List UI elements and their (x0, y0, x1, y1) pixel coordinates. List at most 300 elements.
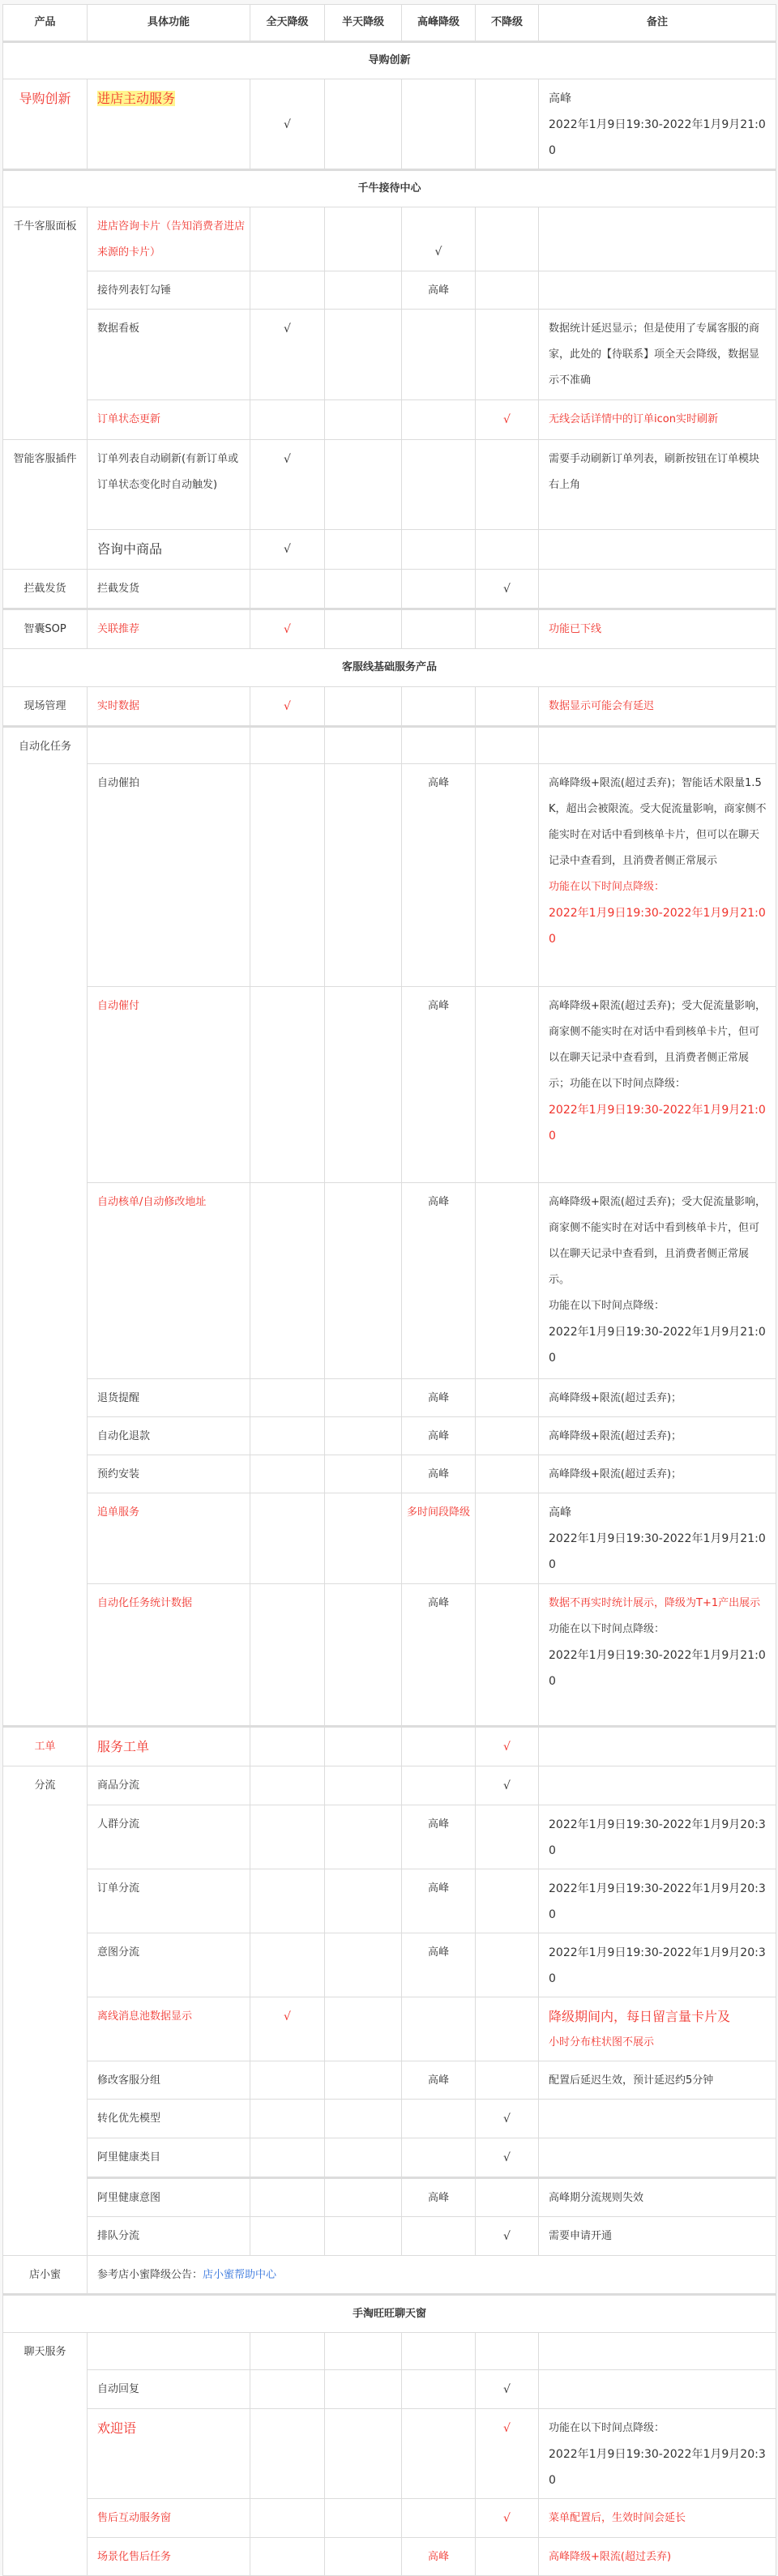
note-cell: 高峰降级+限流(超过丢弃)； (539, 1379, 776, 1417)
half-day-cell (325, 2409, 402, 2499)
peak-cell (402, 2138, 476, 2178)
peak-cell: 高峰 (402, 1455, 476, 1493)
check-icon: √ (434, 246, 442, 258)
note-line: 高峰降级+限流(超过丢弃)；受大促流量影响，商家侧不能实时在对话中看到核单卡片，但可以在聊天记录中查看到，且消费者侧正常展示；功能在以下时间点降级： (549, 1000, 767, 1090)
table-row (3, 2409, 776, 2499)
note-cell (539, 764, 776, 987)
peak-cell (402, 79, 476, 170)
peak-cell: 高峰 (402, 1379, 476, 1417)
peak-cell: 高峰 (402, 271, 476, 310)
table-row (3, 1417, 776, 1455)
function-cell: 排队分流 (88, 2217, 250, 2256)
no-degrade-cell (476, 2178, 539, 2217)
function-cell: 实时数据 (88, 687, 250, 727)
section-row (3, 649, 776, 687)
section-title: 导购创新 (3, 42, 776, 79)
note-cell (539, 1493, 776, 1584)
note-line: 数据不再实时统计展示，降级为T+1产出展示 (549, 1597, 761, 1609)
check-icon: √ (503, 1779, 511, 1792)
full-day-cell (250, 764, 325, 987)
announcement-text: 参考店小蜜降级公告： (97, 2269, 203, 2281)
check-icon: √ (284, 117, 291, 131)
function-cell: 转化优先模型 (88, 2100, 250, 2138)
section-row (3, 2295, 776, 2333)
table-row (3, 1727, 776, 1766)
half-day-cell (325, 570, 402, 609)
half-day-cell (325, 310, 402, 400)
full-day-cell (250, 1455, 325, 1493)
check-icon: √ (284, 543, 291, 556)
full-day-cell (250, 987, 325, 1183)
half-day-cell (325, 764, 402, 987)
table-row (3, 79, 776, 170)
header-product: 产品 (3, 5, 88, 42)
full-day-cell (250, 530, 325, 570)
half-day-cell (325, 2217, 402, 2256)
note-cell (539, 1766, 776, 1805)
table-row (3, 2061, 776, 2100)
half-day-cell (325, 1997, 402, 2061)
note-cell: 需要手动刷新订单列表，刷新按钮在订单模块右上角 (539, 440, 776, 530)
peak-cell (402, 400, 476, 440)
note-cell: 功能已下线 (539, 609, 776, 649)
function-cell: 自动催付 (88, 987, 250, 1183)
note-line: 功能在以下时间点降级： (549, 2422, 665, 2434)
half-day-cell (325, 1933, 402, 1997)
peak-cell (402, 2333, 476, 2370)
check-icon: √ (284, 453, 291, 466)
check-icon: √ (503, 2151, 511, 2164)
peak-cell: 高峰 (402, 2061, 476, 2100)
half-day-cell (325, 1766, 402, 1805)
header-full-day: 全天降级 (250, 5, 325, 42)
note-cell (539, 2409, 776, 2499)
function-cell (88, 2333, 250, 2370)
full-day-cell (250, 1933, 325, 1997)
table-row (3, 1379, 776, 1417)
peak-cell (402, 2409, 476, 2499)
product-cell: 自动化任务 (3, 727, 88, 1727)
half-day-cell (325, 207, 402, 271)
table-row (3, 687, 776, 727)
peak-cell: 高峰 (402, 2178, 476, 2217)
table-row (3, 1584, 776, 1727)
peak-cell (402, 570, 476, 609)
peak-cell: 高峰 (402, 1933, 476, 1997)
note-line: 功能在以下时间点降级： (549, 1300, 665, 1312)
half-day-cell (325, 1584, 402, 1727)
no-degrade-cell (476, 1183, 539, 1379)
function-cell: 自动化退款 (88, 1417, 250, 1455)
table-row (3, 2100, 776, 2138)
full-day-cell (250, 1869, 325, 1933)
half-day-cell (325, 2138, 402, 2178)
peak-cell (402, 207, 476, 271)
no-degrade-cell (476, 1997, 539, 2061)
table-row (3, 727, 776, 764)
product-cell: 智囊SOP (3, 609, 88, 649)
table-row (3, 2538, 776, 2576)
no-degrade-cell (476, 1766, 539, 1805)
full-day-cell (250, 2538, 325, 2576)
full-day-cell (250, 570, 325, 609)
note-cell: 数据显示可能会有延迟 (539, 687, 776, 727)
table-row (3, 400, 776, 440)
product-cell: 拦截发货 (3, 570, 88, 609)
full-day-cell (250, 1183, 325, 1379)
half-day-cell (325, 2333, 402, 2370)
note-cell (539, 79, 776, 170)
header-no-degrade: 不降级 (476, 5, 539, 42)
peak-cell: 高峰 (402, 1869, 476, 1933)
check-icon: √ (503, 1741, 511, 1754)
note-cell: 无线会话详情中的订单icon实时刷新 (539, 400, 776, 440)
function-cell: 意图分流 (88, 1933, 250, 1997)
full-day-cell (250, 1417, 325, 1455)
half-day-cell (325, 271, 402, 310)
no-degrade-cell (476, 1584, 539, 1727)
function-cell (88, 2256, 776, 2295)
note-cell: 2022年1月9日19:30-2022年1月9月20:30 (539, 1805, 776, 1869)
function-cell: 修改客服分组 (88, 2061, 250, 2100)
table-row (3, 764, 776, 987)
peak-cell: 高峰 (402, 1417, 476, 1455)
no-degrade-cell (476, 440, 539, 530)
function-cell: 订单列表自动刷新(有新订单或订单状态变化时自动触发) (88, 440, 250, 530)
peak-cell: 高峰 (402, 987, 476, 1183)
table-row (3, 2499, 776, 2538)
table-row (3, 2256, 776, 2295)
table-row (3, 1183, 776, 1379)
full-day-cell (250, 1493, 325, 1584)
note-cell: 2022年1月9日19:30-2022年1月9月20:30 (539, 1869, 776, 1933)
header-peak: 高峰降级 (402, 5, 476, 42)
half-day-cell (325, 1379, 402, 1417)
note-cell (539, 2370, 776, 2409)
help-center-link[interactable]: 店小蜜帮助中心 (203, 2269, 277, 2281)
no-degrade-cell (476, 987, 539, 1183)
note-cell (539, 2333, 776, 2370)
function-cell: 自动核单/自动修改地址 (88, 1183, 250, 1379)
no-degrade-cell (476, 2370, 539, 2409)
function-cell: 数据看板 (88, 310, 250, 400)
peak-cell (402, 2499, 476, 2538)
full-day-cell (250, 1766, 325, 1805)
function-cell: 订单分流 (88, 1869, 250, 1933)
function-cell: 关联推荐 (88, 609, 250, 649)
half-day-cell (325, 530, 402, 570)
note-cell (539, 1727, 776, 1766)
half-day-cell (325, 2538, 402, 2576)
no-degrade-cell (476, 609, 539, 649)
table-row (3, 1455, 776, 1493)
half-day-cell (325, 1727, 402, 1766)
no-degrade-cell (476, 1933, 539, 1997)
no-degrade-cell (476, 764, 539, 987)
function-cell: 售后互动服务窗 (88, 2499, 250, 2538)
function-cell: 咨询中商品 (88, 530, 250, 570)
half-day-cell (325, 400, 402, 440)
product-cell: 千牛客服面板 (3, 207, 88, 440)
no-degrade-cell (476, 2100, 539, 2138)
function-cell: 商品分流 (88, 1766, 250, 1805)
full-day-cell (250, 400, 325, 440)
check-icon: √ (503, 2230, 511, 2243)
note-line: 功能在以下时间点降级： (549, 881, 665, 893)
note-line: 2022年1月9日19:30-2022年1月9月21:00 (549, 118, 766, 157)
header-note: 备注 (539, 5, 776, 42)
table-row (3, 2217, 776, 2256)
full-day-cell (250, 2499, 325, 2538)
function-label: 进店主动服务 (97, 91, 176, 106)
product-cell: 导购创新 (3, 79, 88, 170)
function-cell: 拦截发货 (88, 570, 250, 609)
no-degrade-cell (476, 1869, 539, 1933)
half-day-cell (325, 2100, 402, 2138)
no-degrade-cell (476, 2217, 539, 2256)
no-degrade-cell (476, 207, 539, 271)
note-cell: 高峰降级+限流(超过丢弃) (539, 2538, 776, 2576)
note-cell: 配置后延迟生效，预计延迟约5分钟 (539, 2061, 776, 2100)
no-degrade-cell (476, 2538, 539, 2576)
section-row (3, 42, 776, 79)
full-day-cell (250, 2217, 325, 2256)
full-day-cell (250, 1727, 325, 1766)
function-cell: 服务工单 (88, 1727, 250, 1766)
note-cell (539, 570, 776, 609)
full-day-cell (250, 2100, 325, 2138)
half-day-cell (325, 79, 402, 170)
function-cell: 追单服务 (88, 1493, 250, 1584)
table-row (3, 1805, 776, 1869)
note-cell: 高峰降级+限流(超过丢弃)； (539, 1417, 776, 1455)
no-degrade-cell (476, 400, 539, 440)
note-cell: 菜单配置后，生效时间会延长 (539, 2499, 776, 2538)
no-degrade-cell (476, 727, 539, 764)
peak-cell: 高峰 (402, 1584, 476, 1727)
full-day-cell (250, 727, 325, 764)
note-line: 2022年1月9日19:30-2022年1月9月21:00 (549, 907, 766, 946)
full-day-cell (250, 1584, 325, 1727)
header-row (3, 5, 776, 42)
note-cell: 高峰期分流规则失效 (539, 2178, 776, 2217)
header-function: 具体功能 (88, 5, 250, 42)
note-line: 功能在以下时间点降级： (549, 1623, 665, 1635)
half-day-cell (325, 1869, 402, 1933)
note-cell: 高峰降级+限流(超过丢弃)； (539, 1455, 776, 1493)
table-row (3, 2178, 776, 2217)
full-day-cell (250, 2409, 325, 2499)
note-cell: 2022年1月9日19:30-2022年1月9月20:30 (539, 1933, 776, 1997)
peak-cell (402, 1727, 476, 1766)
note-cell (539, 1997, 776, 2061)
note-cell (539, 1183, 776, 1379)
function-cell: 阿里健康类目 (88, 2138, 250, 2178)
note-cell (539, 727, 776, 764)
half-day-cell (325, 2178, 402, 2217)
half-day-cell (325, 609, 402, 649)
no-degrade-cell (476, 79, 539, 170)
table-row (3, 1933, 776, 1997)
function-cell: 离线消息池数据显示 (88, 1997, 250, 2061)
half-day-cell (325, 2370, 402, 2409)
no-degrade-cell (476, 1727, 539, 1766)
table-row (3, 609, 776, 649)
no-degrade-cell (476, 1493, 539, 1584)
note-cell: 数据统计延迟显示；但是使用了专属客服的商家，此处的【待联系】项全天会降级，数据显示不准确 (539, 310, 776, 400)
note-cell (539, 2100, 776, 2138)
full-day-cell (250, 310, 325, 400)
product-cell: 分流 (3, 1766, 88, 2256)
function-cell: 订单状态更新 (88, 400, 250, 440)
note-line: 2022年1月9日19:30-2022年1月9月20:30 (549, 2448, 766, 2487)
section-title: 手淘旺旺聊天窗 (3, 2295, 776, 2333)
full-day-cell (250, 2178, 325, 2217)
half-day-cell (325, 987, 402, 1183)
note-cell (539, 271, 776, 310)
table-row (3, 207, 776, 271)
full-day-cell (250, 271, 325, 310)
note-cell (539, 1584, 776, 1727)
function-cell: 接待列表钉勾锤 (88, 271, 250, 310)
check-icon: √ (503, 2112, 511, 2125)
peak-cell: 多时间段降级 (402, 1493, 476, 1584)
table-row (3, 2138, 776, 2178)
table-row (3, 2333, 776, 2370)
function-cell: 欢迎语 (88, 2409, 250, 2499)
no-degrade-cell (476, 310, 539, 400)
check-icon: √ (503, 2422, 511, 2435)
note-line: 高峰降级+限流(超过丢弃)；受大促流量影响，商家侧不能实时在对话中看到核单卡片，但可以在聊天记录中查看到，且消费者侧正常展示。 (549, 1196, 767, 1286)
note-line: 高峰 (549, 1506, 571, 1519)
full-day-cell (250, 2138, 325, 2178)
no-degrade-cell (476, 530, 539, 570)
peak-cell: 高峰 (402, 1805, 476, 1869)
no-degrade-cell (476, 2333, 539, 2370)
table-row (3, 987, 776, 1183)
table-row (3, 1997, 776, 2061)
no-degrade-cell (476, 570, 539, 609)
check-icon: √ (284, 623, 291, 636)
half-day-cell (325, 687, 402, 727)
product-cell: 智能客服插件 (3, 440, 88, 570)
peak-cell (402, 2370, 476, 2409)
section-title: 客服线基础服务产品 (3, 649, 776, 687)
function-cell: 自动回复 (88, 2370, 250, 2409)
check-icon: √ (284, 2010, 291, 2023)
function-cell (88, 727, 250, 764)
half-day-cell (325, 1417, 402, 1455)
note-line: 高峰降级+限流(超过丢弃)；智能话术限量1.5K，超出会被限流。受大促流量影响，商家侧不能实时在对话中看到核单卡片，但可以在聊天记录中查看到，且消费者侧正常展示 (549, 777, 767, 867)
full-day-cell (250, 687, 325, 727)
half-day-cell (325, 1493, 402, 1584)
note-line: 2022年1月9日19:30-2022年1月9月21:00 (549, 1649, 766, 1688)
note-line: 2022年1月9日19:30-2022年1月9月21:00 (549, 1532, 766, 1571)
full-day-cell (250, 2370, 325, 2409)
product-cell: 店小蜜 (3, 2256, 88, 2295)
note-cell (539, 2138, 776, 2178)
full-day-cell (250, 609, 325, 649)
function-cell: 阿里健康意图 (88, 2178, 250, 2217)
peak-cell: 高峰 (402, 2538, 476, 2576)
function-cell: 场景化售后任务 (88, 2538, 250, 2576)
note-cell (539, 207, 776, 271)
function-cell: 自动催拍 (88, 764, 250, 987)
no-degrade-cell (476, 1417, 539, 1455)
no-degrade-cell (476, 2061, 539, 2100)
half-day-cell (325, 2061, 402, 2100)
section-title: 千牛接待中心 (3, 170, 776, 207)
peak-cell (402, 727, 476, 764)
full-day-cell (250, 440, 325, 530)
check-icon: √ (284, 700, 291, 713)
no-degrade-cell (476, 2499, 539, 2538)
half-day-cell (325, 1805, 402, 1869)
check-icon: √ (503, 583, 511, 596)
table-row (3, 1869, 776, 1933)
no-degrade-cell (476, 1455, 539, 1493)
table-row (3, 310, 776, 400)
product-cell: 现场管理 (3, 687, 88, 727)
peak-cell (402, 1997, 476, 2061)
half-day-cell (325, 440, 402, 530)
table-row (3, 440, 776, 530)
peak-cell (402, 310, 476, 400)
peak-cell (402, 2217, 476, 2256)
table-row (3, 1766, 776, 1805)
section-row (3, 170, 776, 207)
half-day-cell (325, 1183, 402, 1379)
note-line: 2022年1月9日19:30-2022年1月9月21:00 (549, 1104, 766, 1143)
no-degrade-cell (476, 271, 539, 310)
full-day-cell (250, 1997, 325, 2061)
peak-cell (402, 440, 476, 530)
table-row (3, 1493, 776, 1584)
check-icon: √ (503, 2383, 511, 2396)
table-row (3, 570, 776, 609)
function-cell: 预约安装 (88, 1455, 250, 1493)
check-icon: √ (503, 413, 511, 426)
peak-cell (402, 1766, 476, 1805)
table-row (3, 271, 776, 310)
check-icon: √ (503, 2512, 511, 2525)
header-half-day: 半天降级 (325, 5, 402, 42)
no-degrade-cell (476, 1805, 539, 1869)
peak-cell (402, 609, 476, 649)
full-day-cell (250, 2061, 325, 2100)
half-day-cell (325, 727, 402, 764)
peak-cell (402, 687, 476, 727)
peak-cell (402, 2100, 476, 2138)
full-day-cell (250, 79, 325, 170)
peak-cell: 高峰 (402, 764, 476, 987)
peak-cell: 高峰 (402, 1183, 476, 1379)
no-degrade-cell (476, 1379, 539, 1417)
note-cell: 需要申请开通 (539, 2217, 776, 2256)
note-line: 高峰 (549, 92, 571, 105)
note-line: 降级期间内，每日留言量卡片及 (549, 2009, 731, 2024)
no-degrade-cell (476, 687, 539, 727)
note-cell (539, 987, 776, 1183)
function-cell: 自动化任务统计数据 (88, 1584, 250, 1727)
degradation-table-container (2, 4, 776, 2576)
product-cell: 工单 (3, 1727, 88, 1766)
function-cell: 人群分流 (88, 1805, 250, 1869)
table-row (3, 2370, 776, 2409)
half-day-cell (325, 1455, 402, 1493)
product-cell: 聊天服务 (3, 2333, 88, 2576)
degradation-table (2, 4, 776, 2576)
